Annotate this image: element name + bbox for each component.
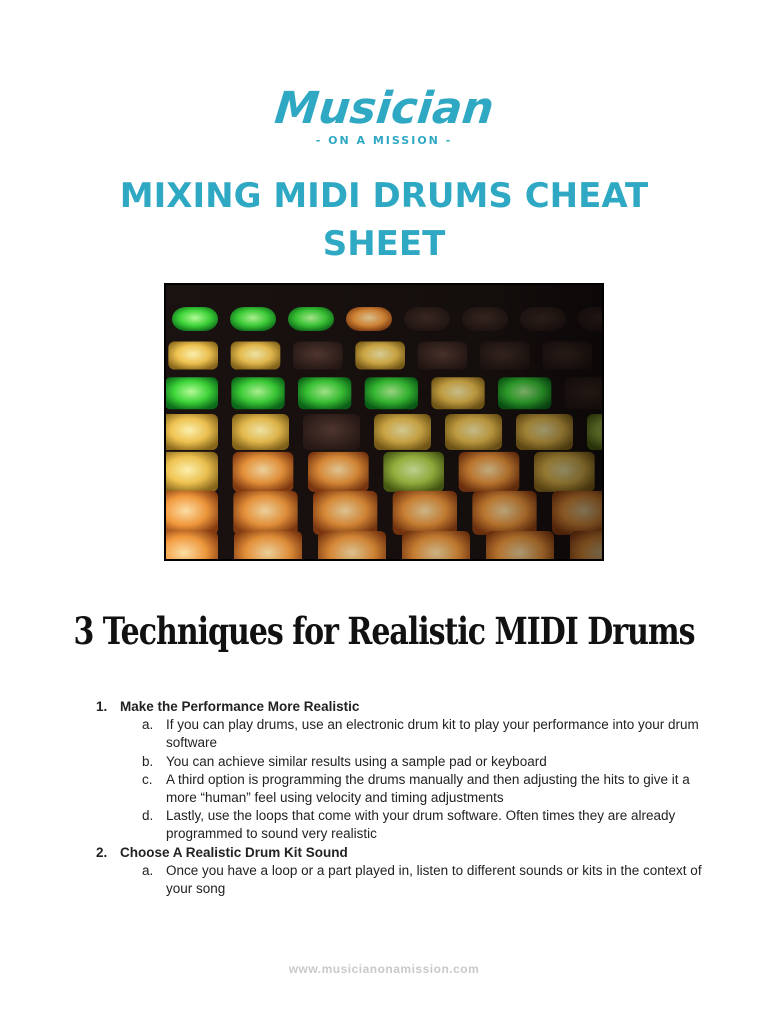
sub-letter: a. (142, 862, 154, 878)
logo-wordmark: Musician (272, 83, 497, 134)
footer-url: www.musicianonamission.com (288, 962, 480, 976)
item-number: 1. (96, 699, 108, 714)
sub-text: If you can play drums, use an electronic drum kit to play your performance into your drum software (166, 717, 699, 751)
sub-text: A third option is programming the drums manually and then adjusting the hits to give it a more “human” feel using velocity and timing adjustments (166, 771, 690, 806)
page-title: MIXING MIDI DRUMS CHEAT SHEET (119, 176, 649, 264)
techniques-list (96, 698, 706, 898)
drum-pad-image (166, 285, 602, 559)
sub-item (96, 771, 706, 807)
item-number: 2. (96, 844, 108, 860)
section-heading: 3 Techniques for Realistic MIDI Drums (73, 610, 695, 654)
sub-item (96, 753, 706, 771)
sub-item (96, 807, 706, 843)
drum-pad-photo (164, 283, 604, 561)
logo-tagline: - ON A MISSION - (315, 134, 453, 147)
brand-logo (0, 84, 768, 148)
sub-letter: b. (142, 753, 154, 769)
item-title: Make the Performance More Realistic (120, 699, 360, 714)
sub-text: You can achieve similar results using a sample pad or keyboard (166, 753, 547, 769)
sub-letter: a. (142, 717, 154, 733)
list-item (96, 698, 706, 716)
sub-item (96, 862, 706, 898)
list-item (96, 844, 706, 862)
sub-letter: d. (142, 808, 154, 824)
sub-letter: c. (142, 771, 153, 787)
sub-text: Lastly, use the loops that come with your drum software. Often times they are already programmed to sound very realistic (166, 808, 676, 842)
item-title: Choose A Realistic Drum Kit Sound (120, 844, 348, 860)
sub-text: Once you have a loop or a part played in, listen to different sounds or kits in the context of your song (166, 862, 702, 897)
sub-item (96, 716, 706, 752)
